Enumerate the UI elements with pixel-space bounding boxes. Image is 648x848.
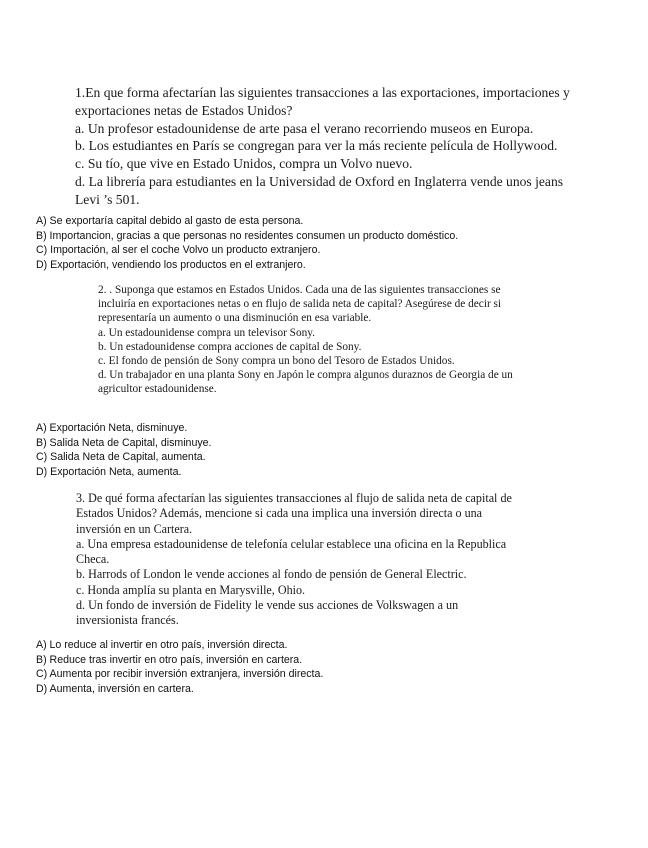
answer-line: D) Exportación Neta, aumenta. <box>36 465 182 478</box>
question-line: b. Un estadounidense compra acciones de capital de Sony. <box>98 340 362 353</box>
question-line: b. Los estudiantes en París se congregan para ver la más reciente película de Hollywood. <box>75 138 558 154</box>
answer-line: A) Se exportaría capital debido al gasto de esta persona. <box>36 215 304 227</box>
answers-2 <box>36 421 211 479</box>
question-line: d. La librería para estudiantes en la Universidad de Oxford en Inglaterra vende unos jeans <box>75 173 564 189</box>
answers-3 <box>36 638 323 696</box>
answers-1 <box>36 214 458 272</box>
question-line: incluiría en exportaciones netas o en flujo de salida neta de capital? Asegúrese de decir si <box>98 298 502 311</box>
question-line: 2. . Suponga que estamos en Estados Unidos. Cada una de las siguientes transacciones se <box>98 284 501 296</box>
question-line: Checa. <box>76 552 110 567</box>
question-line: c. El fondo de pensión de Sony compra un bono del Tesoro de Estados Unidos. <box>98 355 455 368</box>
question-line: Levi ’s 501. <box>75 191 140 207</box>
answer-line: B) Reduce tras invertir en otro país, inversión en cartera. <box>36 653 303 666</box>
question-line: c. Honda amplía su planta en Marysville, Ohio. <box>76 582 306 597</box>
question-line: a. Una empresa estadounidense de telefonía celular establece una oficina en la Republica <box>76 536 507 551</box>
question-line: Estados Unidos? Además, mencione si cada una implica una inversión directa o una <box>76 506 483 521</box>
answer-line: C) Aumenta por recibir inversión extranjera, inversión directa. <box>36 668 324 680</box>
question-line: d. Un trabajador en una planta Sony en Japón le compra algunos duraznos de Georgia de un <box>98 369 513 382</box>
answer-line: A) Lo reduce al invertir en otro país, inversión directa. <box>36 639 288 651</box>
question-line: representaría un aumento o una disminución en esa variable. <box>98 312 372 325</box>
question-line: 3. De qué forma afectarían las siguientes transacciones al flujo de salida neta de capital de <box>76 491 512 505</box>
answer-line: B) Importancion, gracias a que personas no residentes consumen un producto doméstico. <box>36 229 459 242</box>
answer-line: A) Exportación Neta, disminuye. <box>36 422 188 434</box>
question-line: agricultor estadounidense. <box>98 383 217 396</box>
question-line: 1.En que forma afectarían las siguientes transacciones a las exportaciones, importaciones y <box>75 85 570 100</box>
question-line: b. Harrods of London le vende acciones al fondo de pensión de General Electric. <box>76 567 467 582</box>
question-line: c. Su tío, que vive en Estado Unidos, compra un Volvo nuevo. <box>75 156 413 172</box>
question-line: a. Un profesor estadounidense de arte pasa el verano recorriendo museos en Europa. <box>75 120 534 136</box>
question-line: d. Un fondo de inversión de Fidelity le vende sus acciones de Volkswagen a un <box>76 598 459 613</box>
question-line: inversionista francés. <box>76 613 179 628</box>
answer-line: B) Salida Neta de Capital, disminuye. <box>36 436 212 449</box>
answer-line: D) Aumenta, inversión en cartera. <box>36 682 194 695</box>
question-line: a. Un estadounidense compra un televisor Sony. <box>98 326 315 339</box>
question-line: exportaciones netas de Estados Unidos? <box>75 102 293 118</box>
answer-line: C) Importación, al ser el coche Volvo un producto extranjero. <box>36 244 321 256</box>
question-line: inversión en un Cartera. <box>76 521 193 536</box>
answer-line: D) Exportación, vendiendo los productos en el extranjero. <box>36 258 306 271</box>
answer-line: C) Salida Neta de Capital, aumenta. <box>36 451 206 463</box>
question-3 <box>76 491 512 629</box>
question-1 <box>75 84 570 209</box>
question-2 <box>98 283 513 397</box>
